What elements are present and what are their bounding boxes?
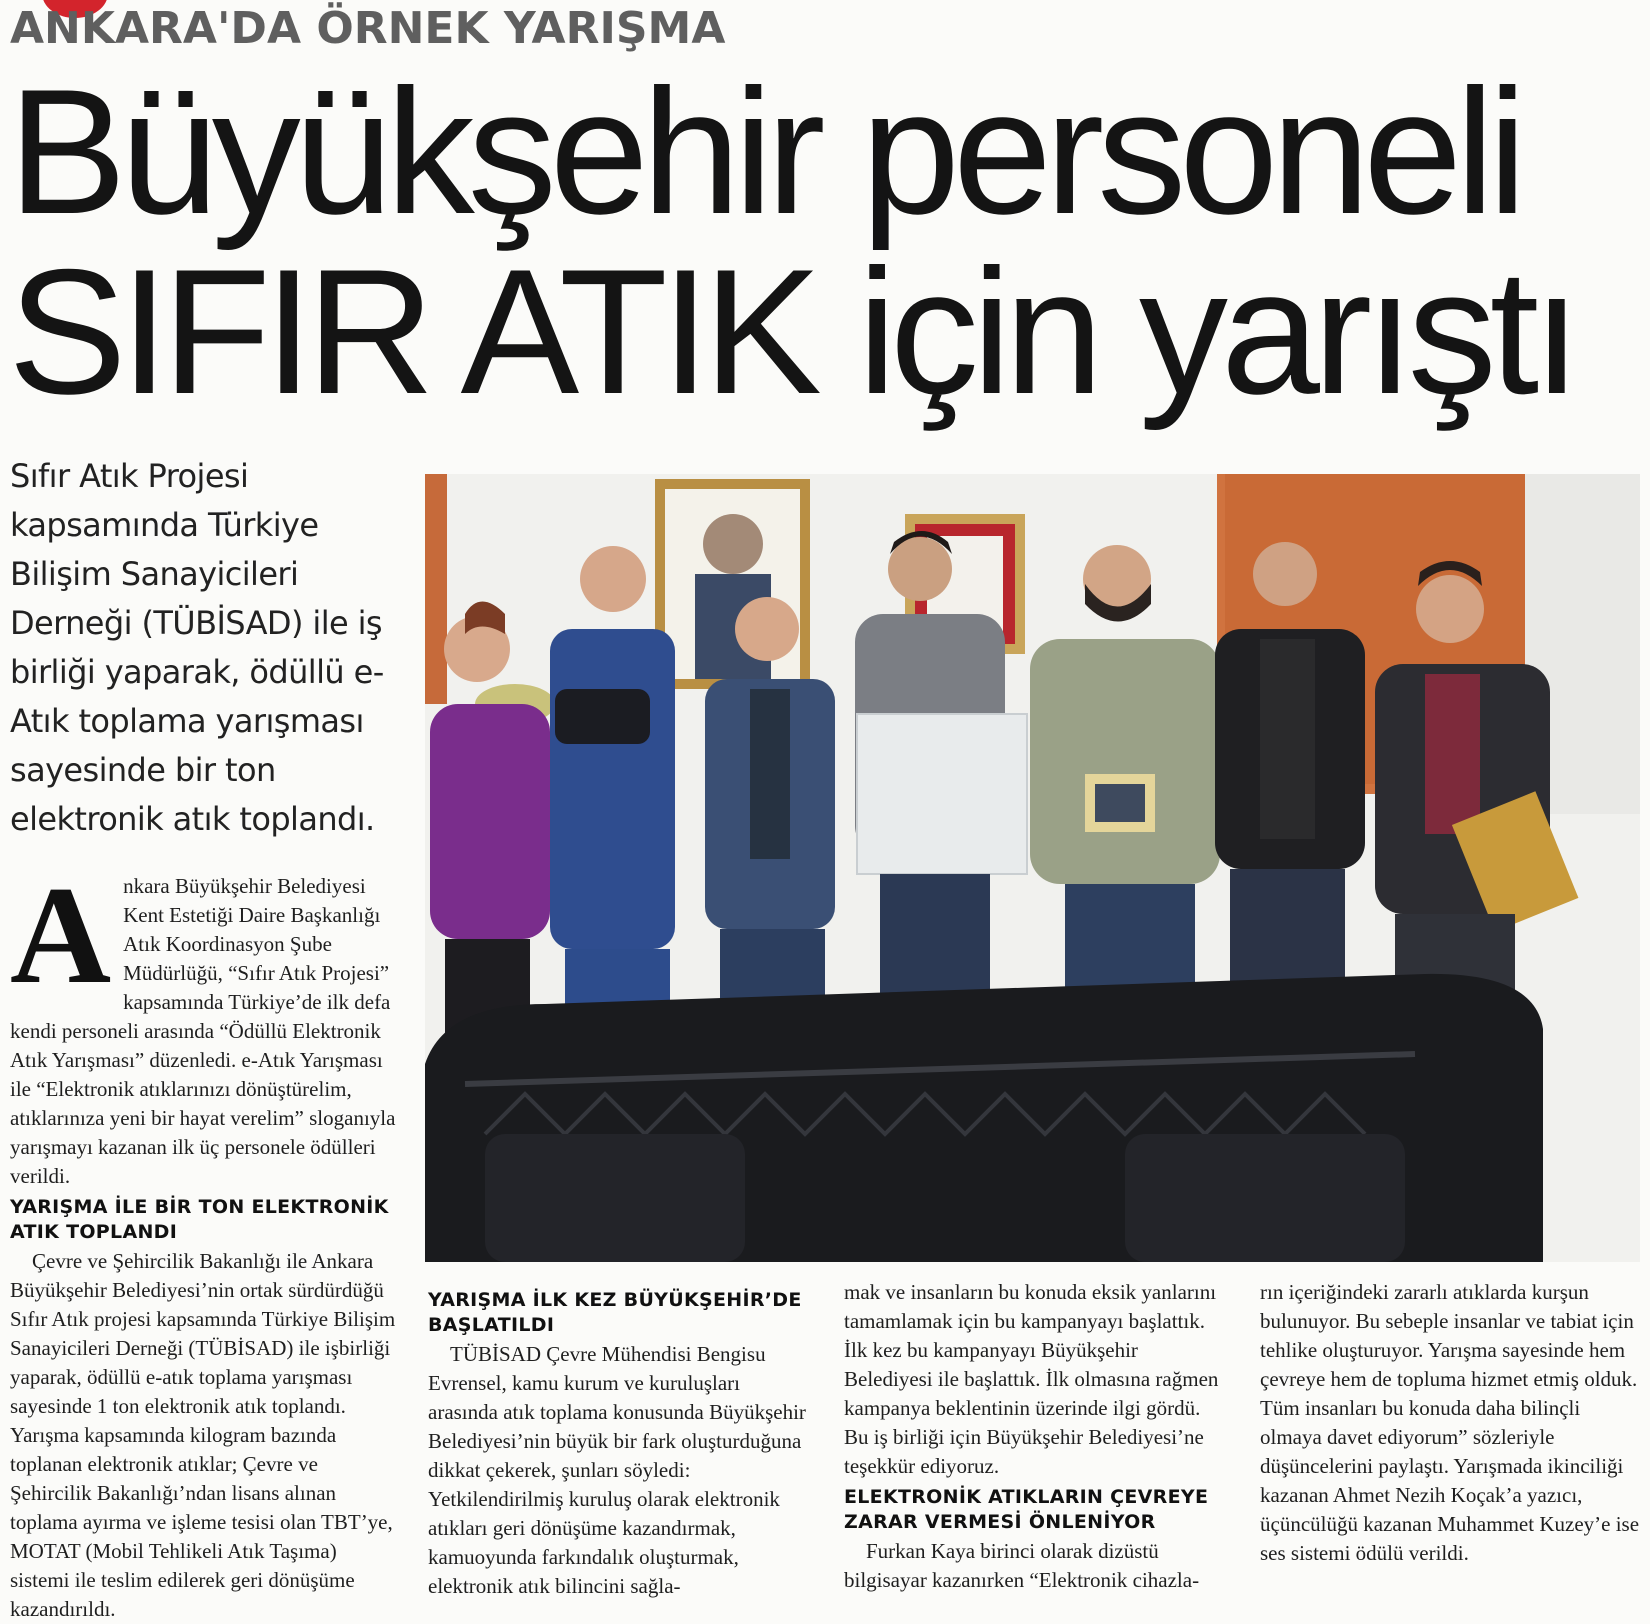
headline-line-1: Büyükşehir personeli [8,52,1521,251]
kicker: ANKARA'DA ÖRNEK YARIŞMA [10,3,726,54]
article-paragraph-1: Çevre ve Şehircilik Bakanlığı ile Ankara Büyükşehir Belediyesi’nin ortak sürdürdüğü Sıfır Atık projesi kapsamında Türkiye Bilişim Sanayicileri Derneği (TÜBİSAD) ile işbirliği yaparak, ödüllü e-atık toplama yarışması sayesinde 1 ton elektronik atık toplandı. Yarışma kapsamında kilogram bazında toplanan elektronik atıklar; Çevre ve Şehircilik Bakanlığı’ndan lisans alınan toplama ayırma ve işleme tesisi olan TBT’ye, MOTAT (Mobil Tehlikeli Atık Taşıma) sistemi ile teslim edilerek geri dönüşüme kazandırıldı. [10,1249,396,1621]
article-paragraph-5: rın içeriğindeki zararlı atıklarda kurşun bulunuyor. Bu sebeple insanlar ve tabiat için tehlike oluşturuyor. Yarışma sayesinde hem çevreye hem de topluma hizmet etmiş olduk. Tüm insanları bu konuda daha bilinçli olmaya davet ediyorum” sözleriyle düşüncelerini paylaştı. Yarışmada ikinciliği kazanan Ahmet Nezih Koçak’a yazıcı, üçüncülüğü kazanan Muhammet Kuzey’e ise ses sistemi ödülü verildi. [1260,1280,1640,1565]
article-column-4 [1260,1278,1640,1568]
subhead-1: YARIŞMA İLE BİR TON ELEKTRONİK ATIK TOPLANDI [10,1196,389,1243]
article-column-2 [428,1284,808,1601]
headline [8,52,1648,431]
article-column-3 [844,1278,1224,1595]
lead-paragraph: Sıfır Atık Projesi kapsamında Türkiye Bilişim Sanayicileri Derneği (TÜBİSAD) ile iş birliği yaparak, ödüllü e-Atık toplama yarışması sayesinde bir ton elektronik atık toplandı. [10,457,384,838]
article-paragraph-3: mak ve insanların bu konuda eksik yanlarını tamamlamak için bu kampanyayı başlattık. İlk kez bu kampanyayı Büyükşehir Belediyesi ile başlattık. İlk olmasına rağmen kampanya beklentinin üzerinde ilgi gördü. Bu iş birliği için Büyükşehir Belediyesi’ne teşekkür ediyoruz. [844,1280,1219,1478]
dropcap: A [10,858,112,1013]
news-photo [425,474,1640,1262]
subhead-3: ELEKTRONİK ATIKLARIN ÇEVREYE ZARAR VERMESİ ÖNLENİYOR [844,1486,1209,1533]
group-photo-illustration [425,474,1640,1262]
subhead-2: YARIŞMA İLK KEZ BÜYÜKŞEHİR’DE BAŞLATILDI [428,1289,802,1336]
article-column-1 [10,858,400,1624]
article-paragraph-2: TÜBİSAD Çevre Mühendisi Bengisu Evrensel, kamu kurum ve kuruluşları arasında atık toplama konusunda Büyükşehir Belediyesi’nin büyük bir fark oluşturduğuna dikkat çekerek, şunları söyledi: Yetkilendirilmiş kuruluş olarak elektronik atıkları geri dönüşüme kazandırmak, kamuoyunda farkındalık oluşturmak, elektronik atık bilincini sağla- [428,1342,806,1598]
article-intro: nkara Büyükşehir Belediyesi Kent Estetiği Daire Başkanlığı Atık Koordinasyon Şube Müdürlüğü, “Sıfır Atık Projesi” kapsamında Türkiye’de ilk defa kendi personeli arasında “Ödüllü Elektronik Atık Yarışması” düzenledi. e-Atık Yarışması ile “Elektronik atıklarınızı dönüştürelim, atıklarınıza yeni bir hayat verelim” sloganıyla yarışmayı kazanan ilk üç personele ödülleri verildi. [10,874,396,1188]
headline-line-2: SIFIR ATIK için yarıştı [8,232,1575,431]
article-paragraph-4: Furkan Kaya birinci olarak dizüstü bilgisayar kazanırken “Elektronik cihazla- [844,1539,1200,1592]
